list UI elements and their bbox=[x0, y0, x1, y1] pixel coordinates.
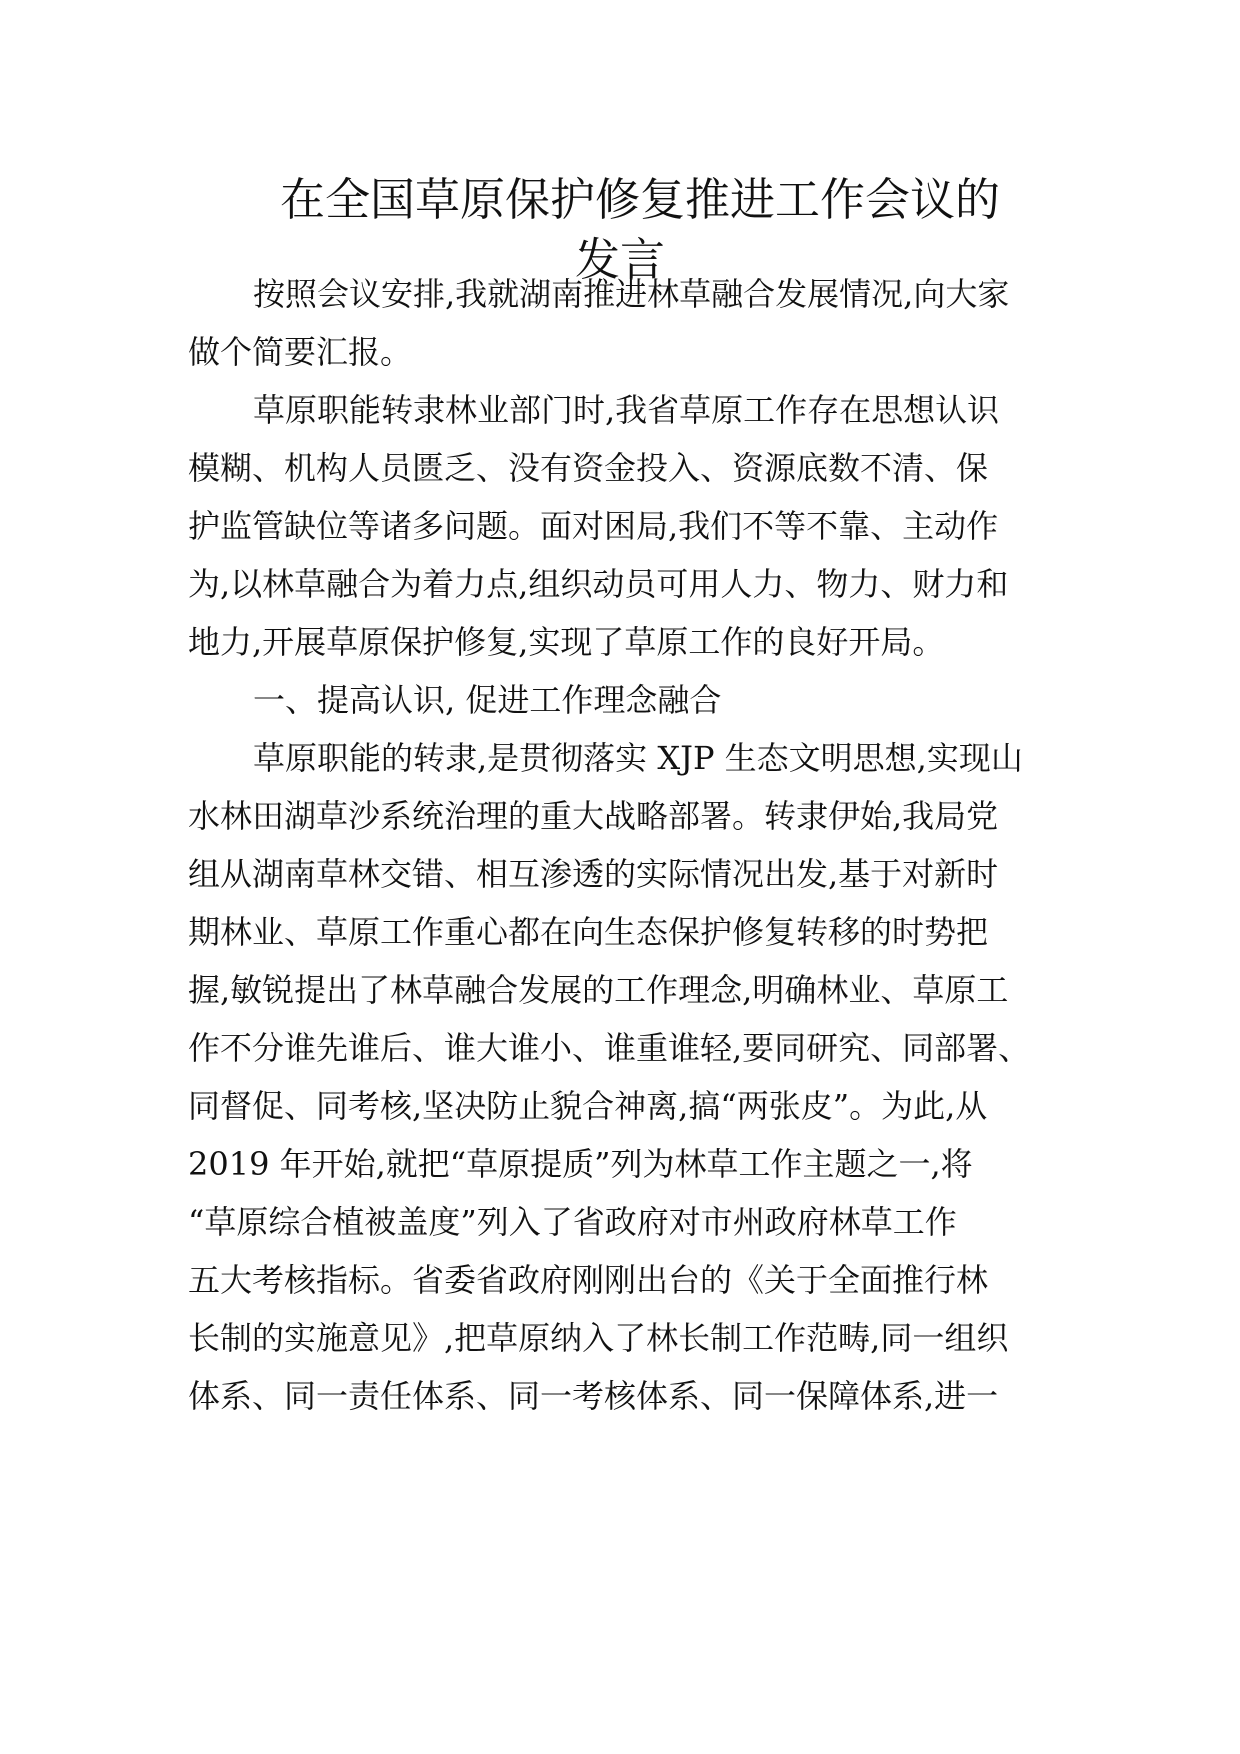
paragraph-1-line-1: 按照会议安排,我就湖南推进林草融合发展情况,向大家 bbox=[253, 275, 1010, 313]
paragraph-3-line-1: 草原职能的转隶,是贯彻落实 XJP 生态文明思想,实现山 bbox=[253, 739, 1023, 777]
paragraph-3-line-2: 水林田湖草沙系统治理的重大战略部署。转隶伊始,我局党 bbox=[188, 797, 999, 835]
paragraph-2-line-4: 为,以林草融合为着力点,组织动员可用人力、物力、财力和 bbox=[188, 565, 1009, 603]
paragraph-2-line-5: 地力,开展草原保护修复,实现了草原工作的良好开局。 bbox=[188, 623, 945, 661]
paragraph-3-line-3: 组从湖南草林交错、相互渗透的实际情况出发,基于对新时 bbox=[188, 855, 999, 893]
paragraph-2-line-1: 草原职能转隶林业部门时,我省草原工作存在思想认识 bbox=[253, 391, 1000, 429]
paragraph-2-line-3: 护监管缺位等诸多问题。面对困局,我们不等不靠、主动作 bbox=[188, 507, 999, 545]
paragraph-3-line-10: 五大考核指标。省委省政府刚刚出台的《关于全面推行林 bbox=[188, 1261, 989, 1299]
paragraph-3-line-4: 期林业、草原工作重心都在向生态保护修复转移的时势把 bbox=[188, 913, 989, 951]
paragraph-3-line-11: 长制的实施意见》,把草原纳入了林长制工作范畴,同一组织 bbox=[188, 1319, 1009, 1357]
paragraph-3-line-7: 同督促、同考核,坚决防止貌合神离,搞“两张皮”。为此,从 bbox=[188, 1087, 988, 1125]
paragraph-1-line-2: 做个简要汇报。 bbox=[188, 333, 413, 371]
document-title-line-1: 在全国草原保护修复推进工作会议的 bbox=[279, 173, 1000, 226]
paragraph-2-line-2: 模糊、机构人员匮乏、没有资金投入、资源底数不清、保 bbox=[188, 449, 989, 487]
document-title-line-2: 发言 bbox=[574, 233, 665, 286]
paragraph-3-line-5: 握,敏锐提出了林草融合发展的工作理念,明确林业、草原工 bbox=[188, 971, 1009, 1009]
paragraph-3-line-9: “草原综合植被盖度”列入了省政府对市州政府林草工作 bbox=[188, 1203, 957, 1241]
section-heading-1: 一、提高认识, 促进工作理念融合 bbox=[253, 681, 722, 719]
paragraph-3-line-12: 体系、同一责任体系、同一考核体系、同一保障体系,进一 bbox=[188, 1377, 999, 1415]
paragraph-3-line-8: 2019 年开始,就把“草原提质”列为林草工作主题之一,将 bbox=[188, 1145, 973, 1183]
paragraph-3-line-6: 作不分谁先谁后、谁大谁小、谁重谁轻,要同研究、同部署、 bbox=[188, 1029, 1031, 1067]
